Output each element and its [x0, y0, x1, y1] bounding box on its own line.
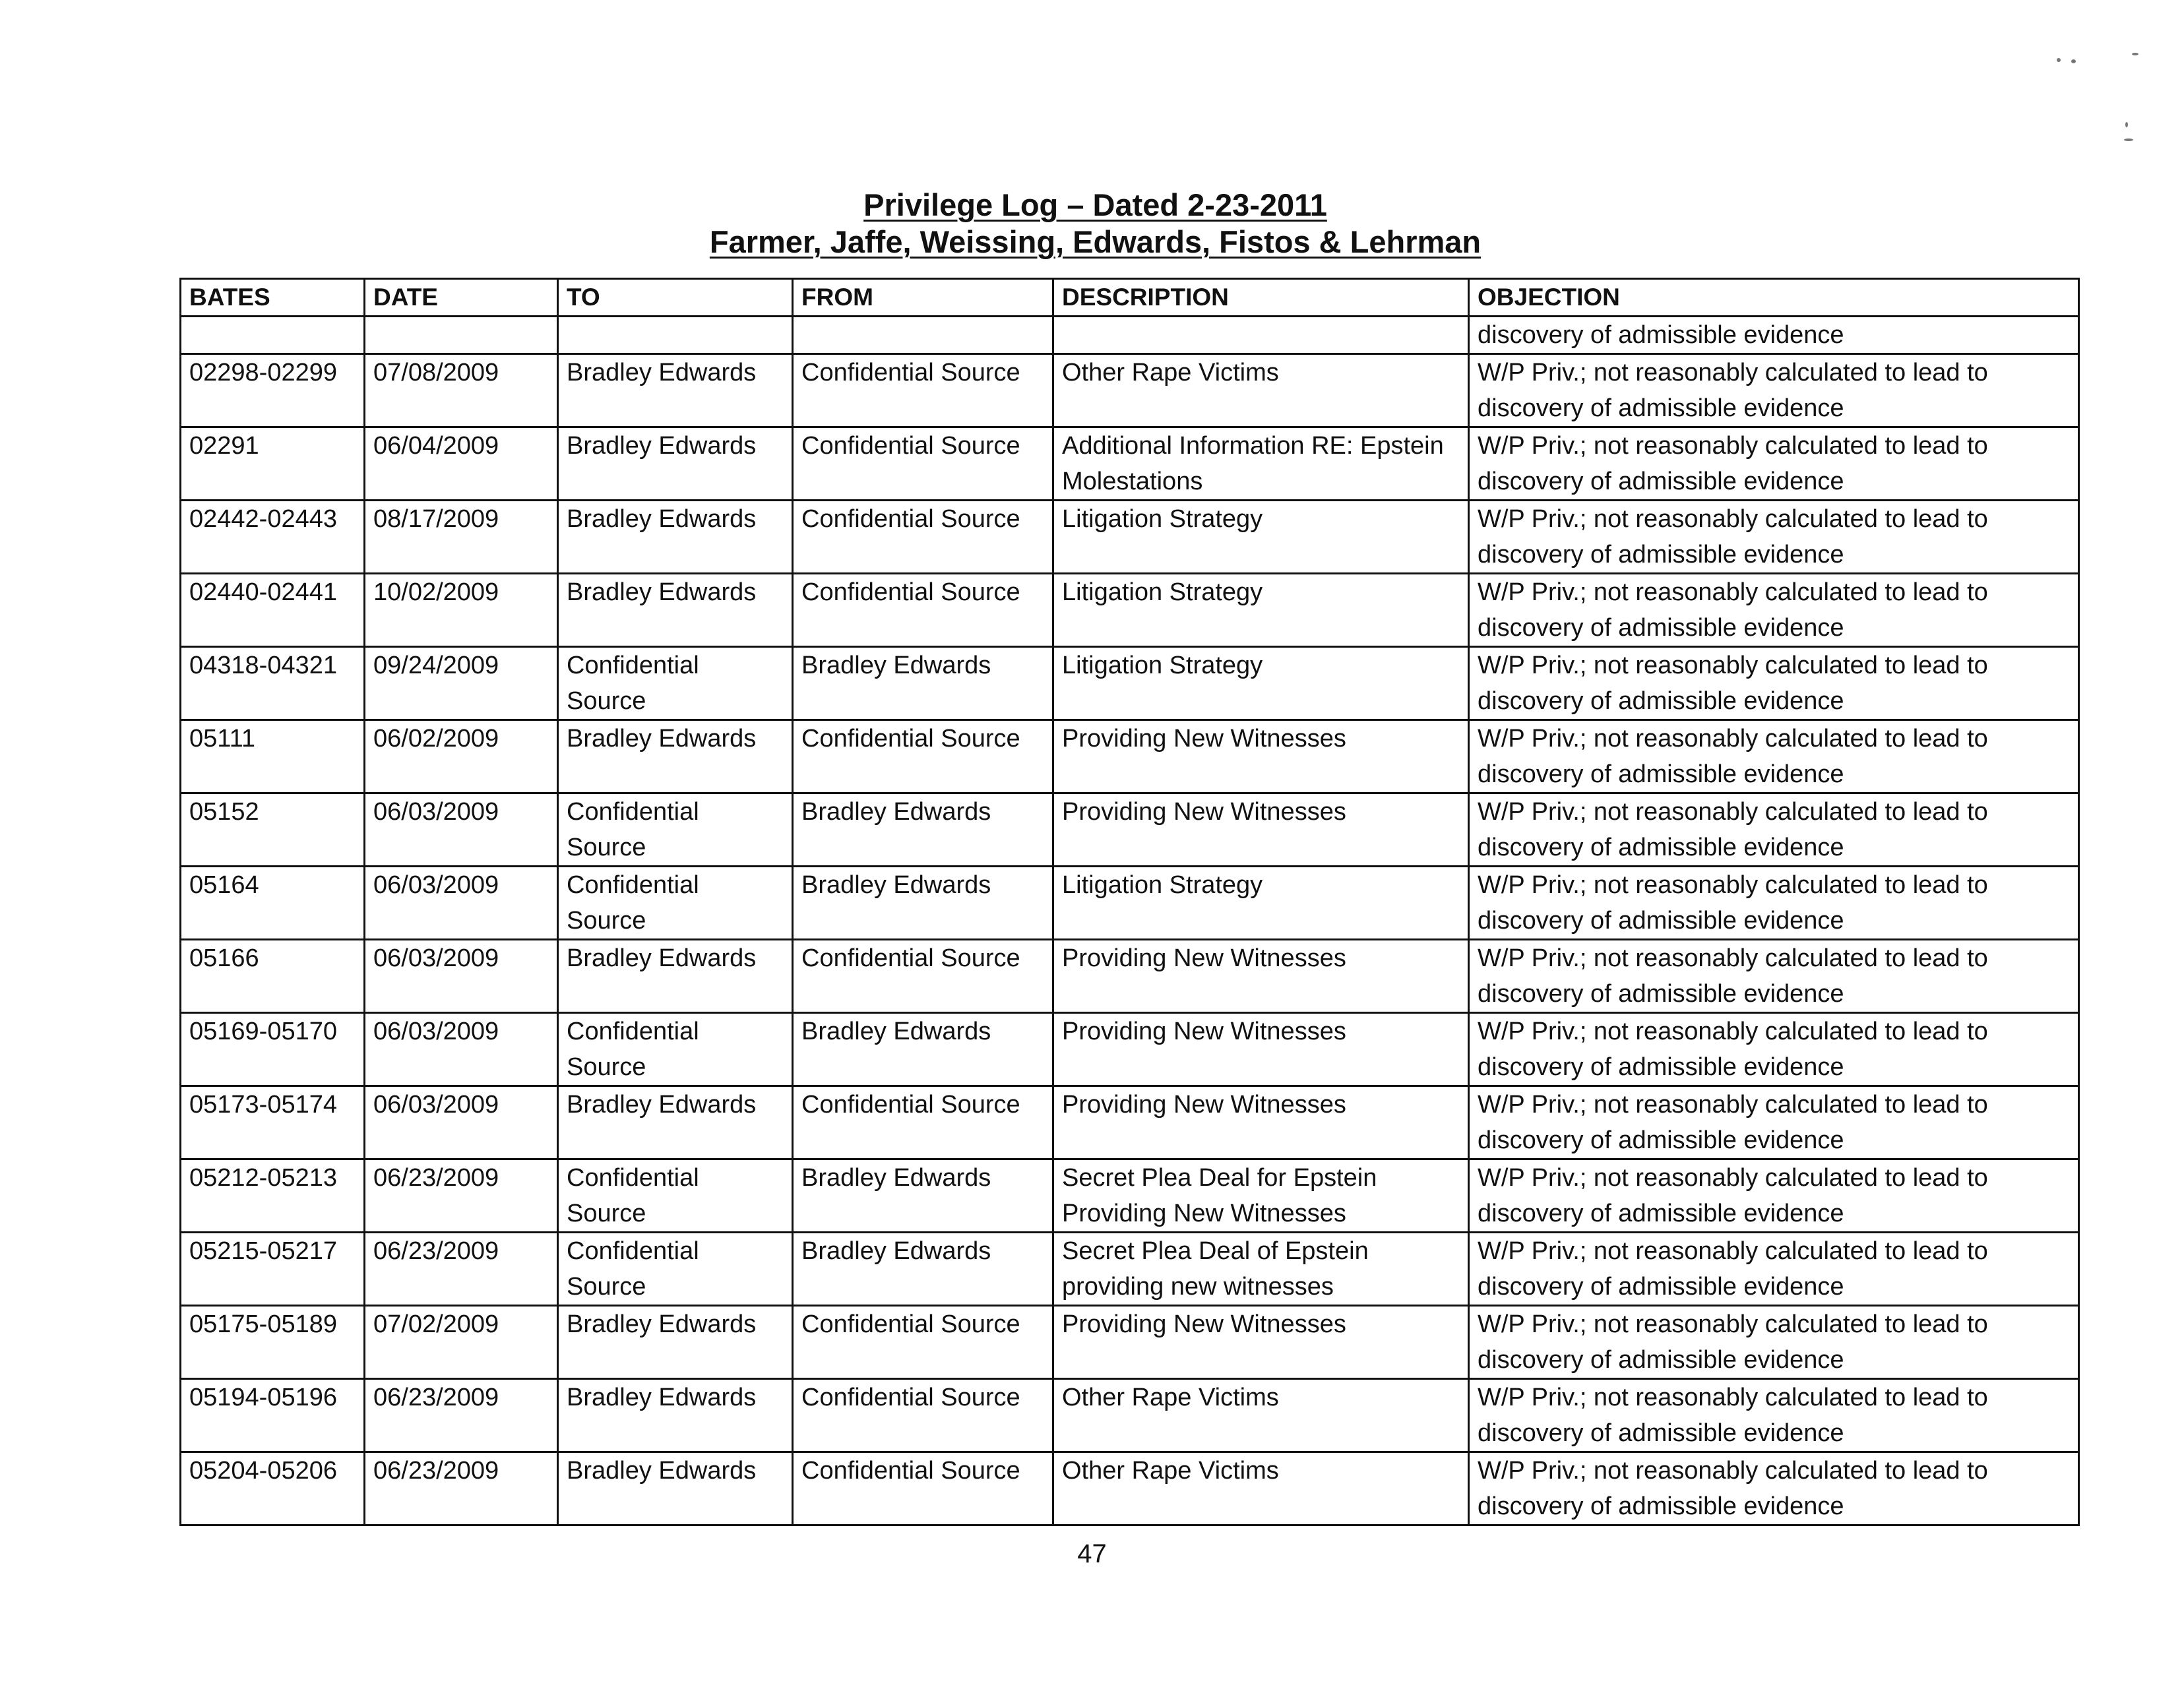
cell-bates: 05175-05189: [181, 1306, 365, 1379]
table-row: [181, 574, 2079, 647]
cell-to: Bradley Edwards: [558, 1306, 793, 1379]
cell-description: Litigation Strategy: [1053, 867, 1469, 940]
header-description: DESCRIPTION: [1053, 279, 1469, 317]
cell-description: Other Rape Victims: [1053, 354, 1469, 427]
cell-objection: W/P Priv.; not reasonably calculated to lead to discovery of admissible evidence: [1469, 1233, 2079, 1306]
table-row: [181, 1452, 2079, 1525]
cell-objection: W/P Priv.; not reasonably calculated to lead to discovery of admissible evidence: [1469, 793, 2079, 867]
cell-bates: 05164: [181, 867, 365, 940]
cell-description: Providing New Witnesses: [1053, 1086, 1469, 1159]
table-row: [181, 867, 2079, 940]
cell-description: Litigation Strategy: [1053, 647, 1469, 720]
cell-bates: 02291: [181, 427, 365, 501]
cell-description: Providing New Witnesses: [1053, 720, 1469, 793]
cell-to: Confidential Source: [558, 647, 793, 720]
document-subtitle: Farmer, Jaffe, Weissing, Edwards, Fistos & Lehrman: [709, 224, 1482, 259]
cell-from: Confidential Source: [793, 354, 1053, 427]
cell-to: Bradley Edwards: [558, 1086, 793, 1159]
scan-speck: [2125, 122, 2128, 127]
cell-bates: 05212-05213: [181, 1159, 365, 1233]
scan-speck: [2071, 59, 2076, 63]
cell-description: Providing New Witnesses: [1053, 1306, 1469, 1379]
cell-from: Confidential Source: [793, 720, 1053, 793]
cell-date: 06/23/2009: [365, 1159, 558, 1233]
cell-to: Confidential Source: [558, 1159, 793, 1233]
cell-objection: W/P Priv.; not reasonably calculated to lead to discovery of admissible evidence: [1469, 647, 2079, 720]
cell-to: Confidential Source: [558, 1013, 793, 1086]
cell-bates: 05152: [181, 793, 365, 867]
header-bates: BATES: [181, 279, 365, 317]
cell-description: Secret Plea Deal for Epstein Providing New Witnesses: [1053, 1159, 1469, 1233]
cell-from: Bradley Edwards: [793, 867, 1053, 940]
cell-from: Bradley Edwards: [793, 793, 1053, 867]
cell-bates: 05169-05170: [181, 1013, 365, 1086]
cell-date: 07/08/2009: [365, 354, 558, 427]
table-row: [181, 940, 2079, 1013]
cell-from: Confidential Source: [793, 574, 1053, 647]
cell-from: Confidential Source: [793, 1086, 1053, 1159]
cell-description: Litigation Strategy: [1053, 574, 1469, 647]
cell-description: [1053, 317, 1469, 354]
cell-description: Additional Information RE: Epstein Molestations: [1053, 427, 1469, 501]
cell-objection: W/P Priv.; not reasonably calculated to lead to discovery of admissible evidence: [1469, 1086, 2079, 1159]
cell-date: 06/23/2009: [365, 1452, 558, 1525]
table-row: [181, 354, 2079, 427]
cell-date: 06/03/2009: [365, 1013, 558, 1086]
cell-date: 06/03/2009: [365, 793, 558, 867]
cell-objection: W/P Priv.; not reasonably calculated to lead to discovery of admissible evidence: [1469, 1306, 2079, 1379]
cell-objection: discovery of admissible evidence: [1469, 317, 2079, 354]
table-row: [181, 1159, 2079, 1233]
header-to: TO: [558, 279, 793, 317]
table-body: [181, 317, 2079, 1525]
table-row: [181, 647, 2079, 720]
table-row: [181, 720, 2079, 793]
cell-objection: W/P Priv.; not reasonably calculated to lead to discovery of admissible evidence: [1469, 427, 2079, 501]
privilege-log-table: [179, 278, 2080, 1526]
cell-date: 06/04/2009: [365, 427, 558, 501]
header-date: DATE: [365, 279, 558, 317]
cell-from: Confidential Source: [793, 427, 1053, 501]
continuation-row: [181, 317, 2079, 354]
table-row: [181, 501, 2079, 574]
cell-description: Providing New Witnesses: [1053, 1013, 1469, 1086]
cell-date: 08/17/2009: [365, 501, 558, 574]
table-header-row: [181, 279, 2079, 317]
cell-bates: 05194-05196: [181, 1379, 365, 1452]
cell-to: Confidential Source: [558, 867, 793, 940]
cell-date: 07/02/2009: [365, 1306, 558, 1379]
cell-bates: 04318-04321: [181, 647, 365, 720]
header-objection: OBJECTION: [1469, 279, 2079, 317]
header-from: FROM: [793, 279, 1053, 317]
cell-from: Confidential Source: [793, 501, 1053, 574]
cell-bates: 02298-02299: [181, 354, 365, 427]
cell-date: 06/03/2009: [365, 940, 558, 1013]
cell-to: Bradley Edwards: [558, 720, 793, 793]
table-row: [181, 1013, 2079, 1086]
cell-from: Confidential Source: [793, 1379, 1053, 1452]
cell-description: Providing New Witnesses: [1053, 940, 1469, 1013]
cell-objection: W/P Priv.; not reasonably calculated to lead to discovery of admissible evidence: [1469, 1379, 2079, 1452]
table-row: [181, 1379, 2079, 1452]
cell-to: Bradley Edwards: [558, 574, 793, 647]
cell-bates: 02442-02443: [181, 501, 365, 574]
cell-to: Confidential Source: [558, 793, 793, 867]
table-row: [181, 1233, 2079, 1306]
cell-bates: [181, 317, 365, 354]
cell-description: Other Rape Victims: [1053, 1379, 1469, 1452]
cell-objection: W/P Priv.; not reasonably calculated to lead to discovery of admissible evidence: [1469, 720, 2079, 793]
scan-speck: [2132, 53, 2138, 55]
cell-date: 10/02/2009: [365, 574, 558, 647]
cell-bates: 05173-05174: [181, 1086, 365, 1159]
cell-to: [558, 317, 793, 354]
title-block: [0, 187, 2184, 261]
cell-from: Confidential Source: [793, 1452, 1053, 1525]
scan-speck: [2057, 58, 2061, 62]
cell-date: 06/02/2009: [365, 720, 558, 793]
cell-to: Bradley Edwards: [558, 940, 793, 1013]
cell-to: Bradley Edwards: [558, 1379, 793, 1452]
cell-to: Confidential Source: [558, 1233, 793, 1306]
cell-from: Bradley Edwards: [793, 647, 1053, 720]
table-row: [181, 1086, 2079, 1159]
cell-objection: W/P Priv.; not reasonably calculated to lead to discovery of admissible evidence: [1469, 574, 2079, 647]
cell-bates: 05166: [181, 940, 365, 1013]
cell-objection: W/P Priv.; not reasonably calculated to lead to discovery of admissible evidence: [1469, 867, 2079, 940]
cell-to: Bradley Edwards: [558, 501, 793, 574]
cell-objection: W/P Priv.; not reasonably calculated to lead to discovery of admissible evidence: [1469, 1013, 2079, 1086]
cell-from: Bradley Edwards: [793, 1159, 1053, 1233]
scan-speck: [2124, 138, 2133, 141]
cell-description: Providing New Witnesses: [1053, 793, 1469, 867]
cell-bates: 02440-02441: [181, 574, 365, 647]
cell-from: Bradley Edwards: [793, 1233, 1053, 1306]
cell-from: Bradley Edwards: [793, 1013, 1053, 1086]
document-title: Privilege Log – Dated 2-23-2011: [863, 187, 1327, 222]
table-row: [181, 427, 2079, 501]
cell-objection: W/P Priv.; not reasonably calculated to lead to discovery of admissible evidence: [1469, 1159, 2079, 1233]
cell-to: Bradley Edwards: [558, 427, 793, 501]
cell-bates: 05204-05206: [181, 1452, 365, 1525]
table-row: [181, 793, 2079, 867]
cell-date: 06/23/2009: [365, 1379, 558, 1452]
cell-objection: W/P Priv.; not reasonably calculated to lead to discovery of admissible evidence: [1469, 501, 2079, 574]
cell-bates: 05215-05217: [181, 1233, 365, 1306]
cell-date: 09/24/2009: [365, 647, 558, 720]
cell-objection: W/P Priv.; not reasonably calculated to lead to discovery of admissible evidence: [1469, 354, 2079, 427]
cell-date: 06/23/2009: [365, 1233, 558, 1306]
cell-objection: W/P Priv.; not reasonably calculated to lead to discovery of admissible evidence: [1469, 1452, 2079, 1525]
cell-date: 06/03/2009: [365, 1086, 558, 1159]
cell-date: 06/03/2009: [365, 867, 558, 940]
cell-bates: 05111: [181, 720, 365, 793]
cell-date: [365, 317, 558, 354]
cell-to: Bradley Edwards: [558, 1452, 793, 1525]
cell-from: Confidential Source: [793, 940, 1053, 1013]
page-number: 47: [1077, 1539, 1107, 1568]
cell-description: Litigation Strategy: [1053, 501, 1469, 574]
cell-to: Bradley Edwards: [558, 354, 793, 427]
table-row: [181, 1306, 2079, 1379]
cell-from: [793, 317, 1053, 354]
cell-objection: W/P Priv.; not reasonably calculated to lead to discovery of admissible evidence: [1469, 940, 2079, 1013]
cell-description: Secret Plea Deal of Epstein providing new witnesses: [1053, 1233, 1469, 1306]
cell-description: Other Rape Victims: [1053, 1452, 1469, 1525]
cell-from: Confidential Source: [793, 1306, 1053, 1379]
